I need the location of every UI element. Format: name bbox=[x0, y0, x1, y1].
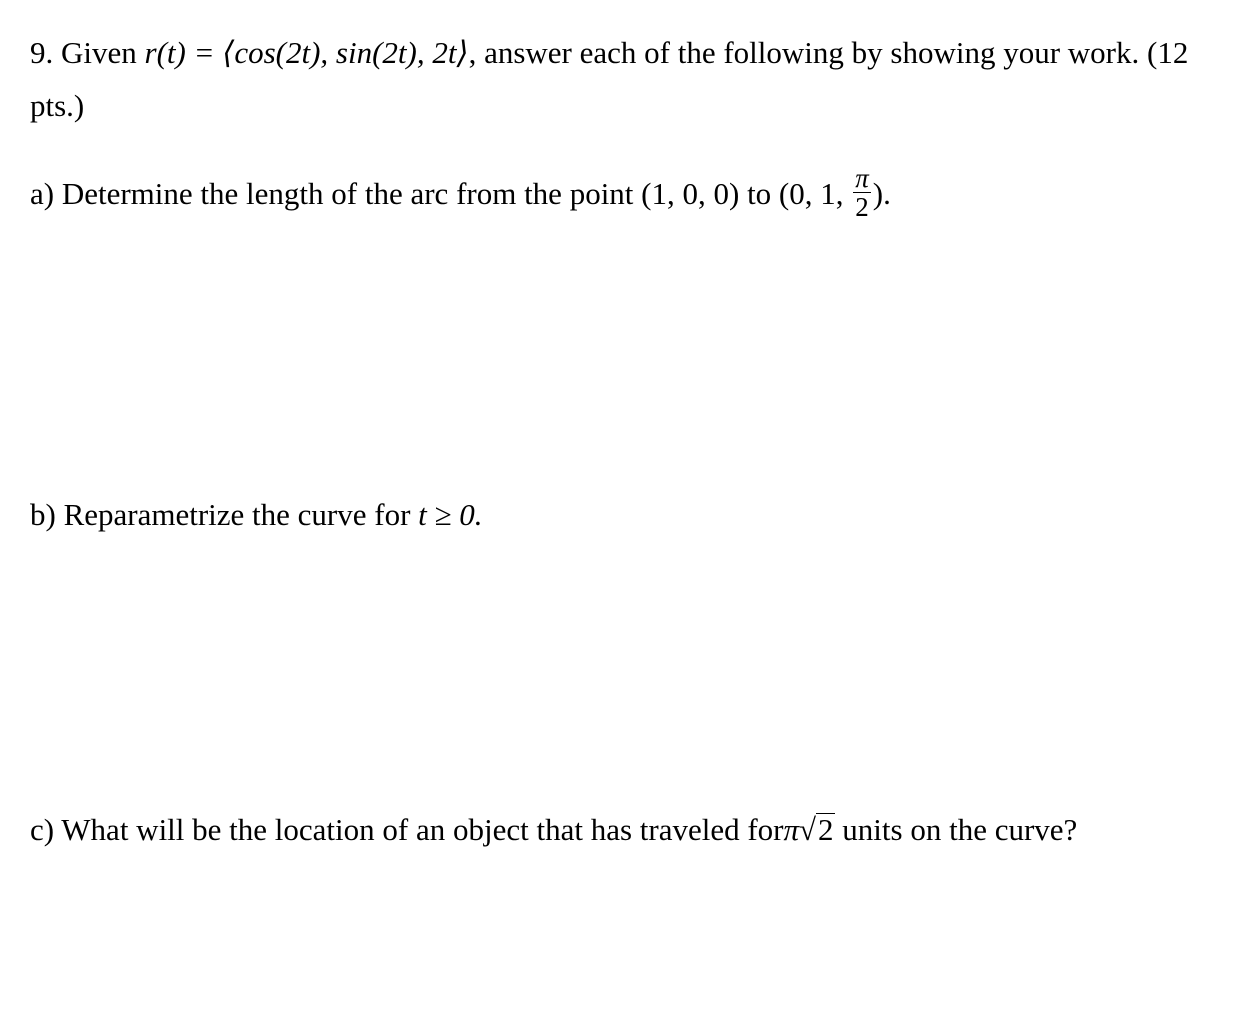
part-c-text: What will be the location of an object that has traveled for bbox=[61, 812, 784, 847]
fraction-numerator: π bbox=[855, 163, 869, 193]
pi-over-two-fraction bbox=[853, 164, 871, 222]
part-b bbox=[30, 499, 483, 530]
radicand: 2 bbox=[818, 812, 834, 847]
part-c-label: c) bbox=[30, 812, 55, 847]
vector-function: r(t) = ⟨cos(2t), sin(2t), 2t⟩ bbox=[144, 35, 469, 70]
question-line-1 bbox=[30, 37, 1188, 68]
part-b-label: b) bbox=[30, 497, 56, 532]
part-a bbox=[30, 163, 891, 226]
part-a-label: a) bbox=[30, 175, 55, 211]
fraction-denominator: 2 bbox=[855, 192, 869, 223]
points-value: pts.) bbox=[30, 88, 85, 123]
part-a-text: Determine the length of the arc from the point (1, 0, 0) to (0, 1, bbox=[61, 175, 844, 211]
radical-sign: √ bbox=[799, 812, 817, 847]
part-b-condition: t ≥ 0. bbox=[418, 497, 483, 532]
part-b-text: Reparametrize the curve for bbox=[63, 497, 411, 532]
part-c bbox=[30, 813, 1077, 847]
question-intro: Given bbox=[61, 35, 137, 70]
square-root bbox=[799, 813, 835, 847]
part-a-closing: ). bbox=[872, 175, 891, 211]
part-c-text-end: units on the curve? bbox=[842, 812, 1078, 847]
pi-symbol: π bbox=[783, 812, 800, 847]
question-number: 9. bbox=[30, 35, 54, 70]
question-instructions: , answer each of the following by showing your work. (12 bbox=[468, 35, 1189, 70]
question-line-2 bbox=[30, 90, 84, 121]
